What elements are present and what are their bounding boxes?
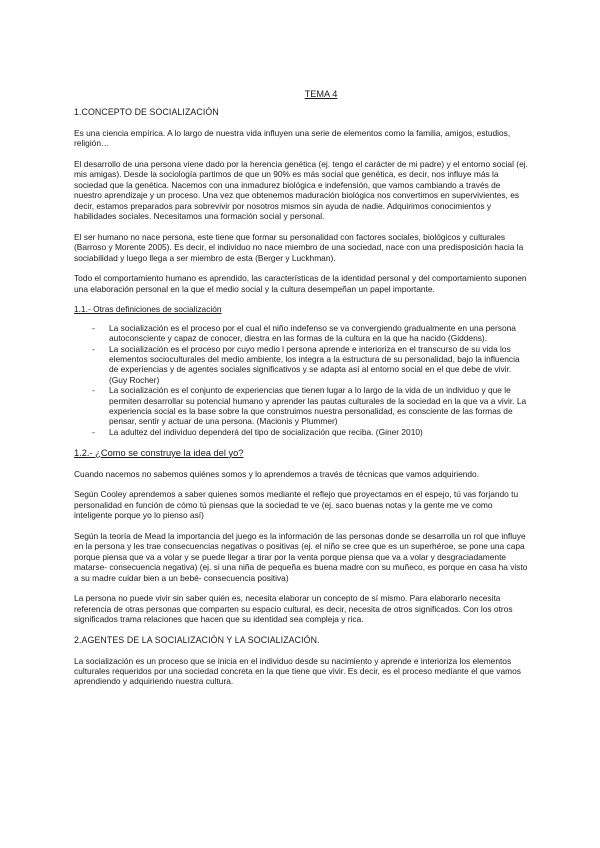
subsection-1-2-heading: 1.2.- ¿Como se construye la idea del yo?: [74, 447, 244, 458]
paragraph: La socialización es un proceso que se inicia en el individuo desde su nacimiento y aprende e interioriza los elementos culturales requeridos por una sociedad concreta en la que tiene que vivir. Es decir, es el proceso mediante el que vamos aprendiendo y adquiriendo nuestra cultura.: [74, 655, 521, 687]
document-title: TEMA 4: [304, 89, 338, 99]
document-body: [74, 107, 529, 697]
definitions-list: [74, 323, 529, 437]
subsection-1-1-heading: 1.1.- Otras definiciones de socialización: [74, 304, 222, 315]
paragraph: Según Cooley aprendemos a saber quienes somos mediante el reflejo que proyectamos en el espejo, tú vas forjando tu personalidad en función de cómo tú piensas que la sociedad te ve (ej. saco buenas notas y la gente me ve como inteligente porque yo lo pienso así): [74, 489, 519, 521]
list-item: [74, 323, 529, 344]
list-item: [74, 344, 529, 386]
list-item: [74, 385, 529, 427]
definition-text: La socialización es el proceso por el cual el niño indefenso se va convergiendo gradualmente en una persona autoconsciente y capaz de conocer, diestra en las formas de la cultura en la que ha nacido (Giddens).: [109, 322, 516, 344]
bullet-dash: -: [92, 385, 95, 396]
paragraph: El desarrollo de una persona viene dado por la herencia genética (ej. tengo el carácter de mi padre) y el entorno social (ej. mis amigas). Desde la sociología partimos de que un 90% es más social que genética, es decir, nos influye más la sociedad que la genética. Nacemos con una inmadurez biológica e indefensión, que vamos cambiando a través de nuestro aprendizaje y un proceso. Una vez que obtenemos maduración biológica nos convertimos en supervivientes, es decir, estamos preparados para sobrevivir por nosotros mismos sin ayuda de nadie. Adquirimos conocimientos y habilidades sociales. Necesitamos una formación social y personal.: [74, 159, 528, 222]
paragraph: El ser humano no nace persona, este tiene que formar su personalidad con factores sociales, biológicos y culturales (Barroso y Morente 2005). Es decir, el individuo no nace miembro de una sociedad, nace con una predisposición hacia la sociabilidad y luego llega a ser miembro de esta (Berger y Luckhman).: [74, 231, 524, 263]
paragraph: Todo el comportamiento humano es aprendido, las características de la identidad personal y del comportamiento suponen una elaboración personal en la que el medio social y la cultura desempeñan un papel importante.: [74, 273, 527, 294]
list-item: [74, 427, 529, 437]
bullet-dash: -: [92, 426, 95, 437]
definition-text: La socialización es el proceso por cuyo medio l persona aprende e interioriza en el transcurso de su vida los elementos socioculturales del medio ambiente, los integra a la estructura de su personalidad, bajo la influencia de experiencias y de agentes sociales significativos y se adapta así al entorno social en el que debe de vivir. (Guy Rocher): [109, 343, 520, 385]
paragraph: Según la teoría de Mead la importancia del juego es la información de las personas donde se desarrolla un rol que influye en la persona y les trae consecuencias negativas o positivas (ej. el niño se cree que es un superhéroe, se pone una capa porque piensa que va a volar y se puede llegar a tirar por la venta porque piensa que va a volar y desgraciadamente matarse- consecuencia negativa) (ej. si una niña de pequeña es buena madre con su muñeco, es porque en casa ha visto a su madre cuidar bien a un bebé- consecuencia positiva): [74, 530, 528, 583]
section-1-heading: 1.CONCEPTO DE SOCIALIZACIÓN: [74, 107, 219, 117]
bullet-dash: -: [92, 343, 95, 354]
definition-text: La adultez del individuo dependerá del tipo de socialización que reciba. (Giner 2010): [109, 426, 423, 437]
definition-text: La socialización es el conjunto de experiencias que tienen lugar a lo largo de la vida de un individuo y que le permiten desarrollar su potencial humano y aprender las pautas culturales de la sociedad en la que va a vivir. La experiencia social es la base sobre la que construimos nuestra personalidad, es consciente de las formas de pensar, sentir y actuar de una persona. (Macionis y Plummer): [109, 385, 527, 427]
paragraph: Es una ciencia empírica. A lo largo de nuestra vida influyen una serie de elementos como la familia, amigos, estudios, religión…: [74, 127, 511, 149]
paragraph: La persona no puede vivir sin saber quién es, necesita elaborar un concepto de sí mismo. Para elaborarlo necesita referencia de otras personas que comparten su espacio cultural, es decir, necesita de otros significados. Con los otros significados trama relaciones que hacen que su identidad sea compleja y rica.: [74, 593, 513, 625]
paragraph: Cuando nacemos no sabemos quiénes somos y lo aprendemos a través de técnicas que vamos adquiriendo.: [74, 468, 480, 479]
section-2-heading: 2.AGENTES DE LA SOCIALIZACIÓN Y LA SOCIALIZACIÓN.: [74, 634, 320, 645]
title-line: [0, 84, 600, 102]
bullet-dash: -: [92, 322, 95, 333]
